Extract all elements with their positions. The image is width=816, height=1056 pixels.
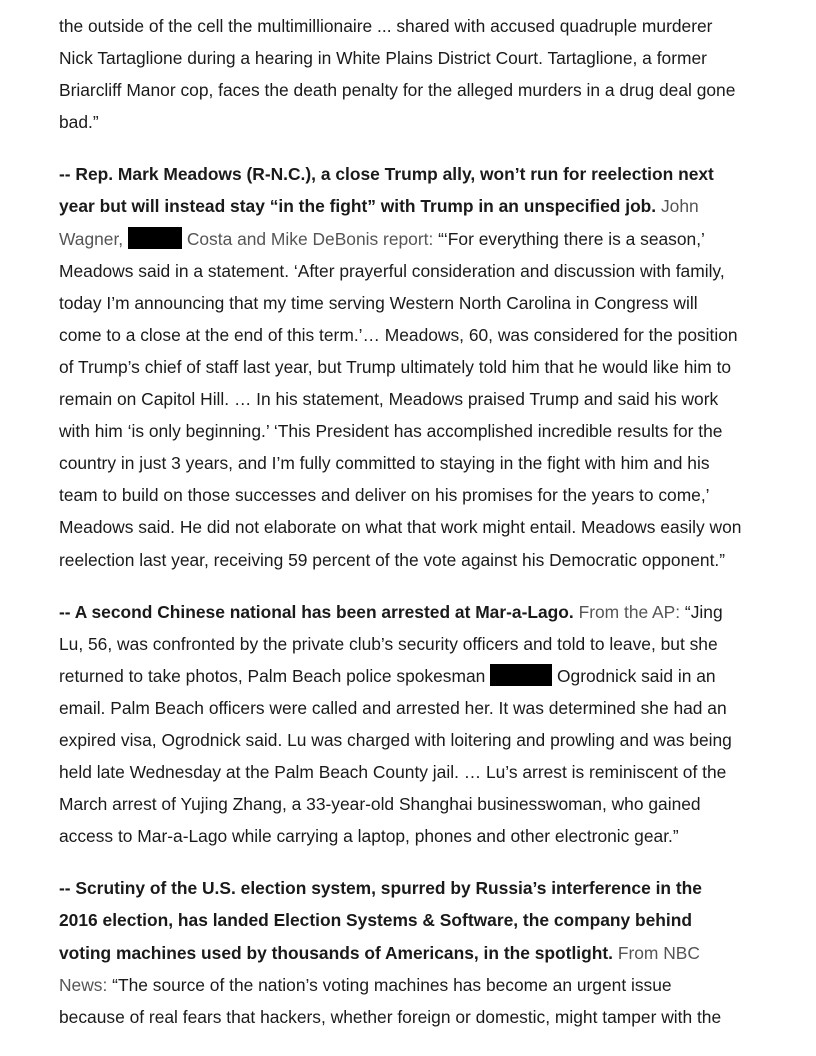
paragraph-election-systems [59,872,771,1032]
election-source: From NBC News: [59,942,700,995]
mar-a-lago-headline: -- A second Chinese national has been arrested at Mar-a-Lago. [59,601,574,622]
document-page [59,10,771,1053]
election-body: “The source of the nation’s voting machines has become an urgent issue because of real fears that hackers, whether foreign or domestic, might tamper with the [59,974,722,1027]
mar-a-lago-body-end: Ogrodnick said in an email. Palm Beach officers were called and arrested her. It was determined she had an expired visa, Ogrodnick said. Lu was charged with loitering and prowling and was being held late Wednesday at the Palm Beach County jail. … Lu’s arrest is reminiscent of the March arrest of Yujing Zhang, a 33-year-old Shanghai businesswoman, who gained access to Mar-a-Lago while carrying a laptop, phones and other electronic gear.” [59,665,732,847]
mar-a-lago-source: From the AP: [578,601,681,622]
meadows-byline-end: Costa and Mike DeBonis report: [186,228,434,249]
redaction-block [490,664,552,686]
paragraph-meadows [59,158,771,575]
meadows-body: “‘For everything there is a season,’ Meadows said in a statement. ‘After prayerful consideration and discussion with family, today I’m announcing that my time serving Western North Carolina in Congress will come to a close at the end of this term.’… Meadows, 60, was considered for the position of Trump’s chief of staff last year, but Trump ultimately told him that he would like him to remain on Capitol Hill. … In his statement, Meadows praised Trump and said his work with him ‘is only beginning.’ ‘This President has accomplished incredible results for the country in just 3 years, and I’m fully committed to staying in the fight with him and his team to build on those successes and deliver on his promises for the years to come,’ Meadows said. He did not elaborate on what that work might entail. Meadows easily won reelection last year, receiving 59 percent of the vote against his Democratic opponent.” [59,228,742,570]
election-headline: -- Scrutiny of the U.S. election system, spurred by Russia’s interference in the 2016 election, has landed Election Systems & Software, the company behind voting machines used by thousands of Americans, in the spotlight. [59,878,702,963]
meadows-byline-start: John Wagner, [59,196,699,249]
paragraph-text: the outside of the cell the multimillionaire ... shared with accused quadruple murderer Nick Tartaglione during a hearing in White Plains District Court. Tartaglione, a former Briarcliff Manor cop, faces the death penalty for the alleged murders in a drug deal gone bad.” [59,16,736,133]
redaction-block [128,227,182,249]
mar-a-lago-body-start: “Jing Lu, 56, was confronted by the private club’s security officers and told to leave, but she returned to take photos, Palm Beach police spokesman [59,601,723,686]
paragraph-cell-continuation [59,10,771,138]
meadows-headline: -- Rep. Mark Meadows (R-N.C.), a close Trump ally, won’t run for reelection next year but will instead stay “in the fight” with Trump in an unspecified job. [59,164,714,217]
paragraph-mar-a-lago [59,596,771,853]
